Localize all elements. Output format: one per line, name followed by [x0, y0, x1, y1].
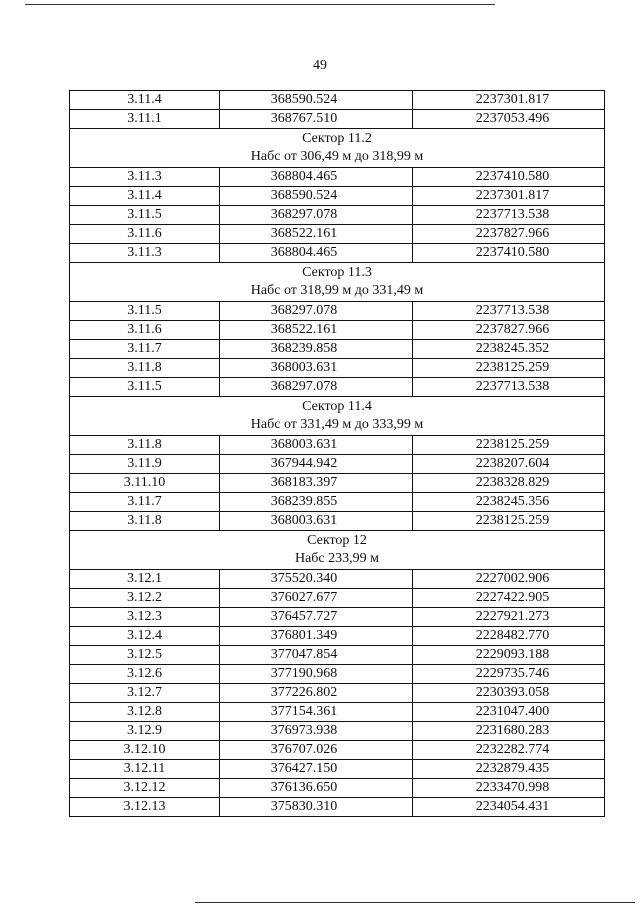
table-row: [70, 703, 605, 722]
x-coordinate-cell: 368804.465: [220, 244, 413, 263]
y-coordinate-cell: 2237301.817: [413, 187, 605, 206]
y-coordinate-cell: 2229093.188: [413, 646, 605, 665]
y-coordinate-cell: 2238245.352: [413, 340, 605, 359]
table-row: [70, 665, 605, 684]
x-coordinate-cell: 368239.858: [220, 340, 413, 359]
table-row: [70, 493, 605, 512]
coordinates-table: [69, 90, 605, 817]
y-coordinate-cell: 2237301.817: [413, 91, 605, 110]
table-row: [70, 684, 605, 703]
y-coordinate-cell: 2238125.259: [413, 359, 605, 378]
table-row: [70, 359, 605, 378]
y-coordinate-cell: 2227002.906: [413, 570, 605, 589]
point-id-cell: 3.12.2: [70, 589, 220, 608]
table-row: [70, 760, 605, 779]
y-coordinate-cell: 2237053.496: [413, 110, 605, 129]
sector-header-row: [70, 531, 605, 570]
table-row: [70, 206, 605, 225]
point-id-cell: 3.11.4: [70, 187, 220, 206]
y-coordinate-cell: 2231680.283: [413, 722, 605, 741]
point-id-cell: 3.12.6: [70, 665, 220, 684]
x-coordinate-cell: 368003.631: [220, 359, 413, 378]
table-row: [70, 168, 605, 187]
x-coordinate-cell: 368297.078: [220, 206, 413, 225]
x-coordinate-cell: 368297.078: [220, 302, 413, 321]
table-row: [70, 779, 605, 798]
point-id-cell: 3.12.9: [70, 722, 220, 741]
x-coordinate-cell: 368590.524: [220, 91, 413, 110]
x-coordinate-cell: 377047.854: [220, 646, 413, 665]
x-coordinate-cell: 376027.677: [220, 589, 413, 608]
sector-title: Сектор 11.2: [302, 131, 372, 146]
y-coordinate-cell: 2238245.356: [413, 493, 605, 512]
table-row: [70, 455, 605, 474]
point-id-cell: 3.11.3: [70, 168, 220, 187]
table-row: [70, 474, 605, 493]
y-coordinate-cell: 2233470.998: [413, 779, 605, 798]
y-coordinate-cell: 2232282.774: [413, 741, 605, 760]
point-id-cell: 3.12.13: [70, 798, 220, 817]
x-coordinate-cell: 375520.340: [220, 570, 413, 589]
point-id-cell: 3.12.4: [70, 627, 220, 646]
table-row: [70, 244, 605, 263]
x-coordinate-cell: 368804.465: [220, 168, 413, 187]
sector-height-range: Набс 233,99 м: [294, 551, 380, 566]
y-coordinate-cell: 2238125.259: [413, 436, 605, 455]
page-number: 49: [313, 58, 327, 73]
sector-title: Сектор 11.3: [302, 265, 372, 280]
y-coordinate-cell: 2237713.538: [413, 206, 605, 225]
point-id-cell: 3.12.1: [70, 570, 220, 589]
point-id-cell: 3.11.5: [70, 206, 220, 225]
y-coordinate-cell: 2234054.431: [413, 798, 605, 817]
y-coordinate-cell: 2237827.966: [413, 225, 605, 244]
y-coordinate-cell: 2237410.580: [413, 244, 605, 263]
point-id-cell: 3.12.5: [70, 646, 220, 665]
x-coordinate-cell: 368003.631: [220, 436, 413, 455]
table-row: [70, 91, 605, 110]
table-row: [70, 225, 605, 244]
table-row: [70, 436, 605, 455]
point-id-cell: 3.12.7: [70, 684, 220, 703]
scan-edge-top: [25, 4, 495, 5]
y-coordinate-cell: 2227921.273: [413, 608, 605, 627]
y-coordinate-cell: 2237410.580: [413, 168, 605, 187]
coordinates-table-body: [70, 91, 605, 817]
table-row: [70, 722, 605, 741]
point-id-cell: 3.11.6: [70, 225, 220, 244]
point-id-cell: 3.11.3: [70, 244, 220, 263]
x-coordinate-cell: 368297.078: [220, 378, 413, 397]
x-coordinate-cell: 376427.150: [220, 760, 413, 779]
x-coordinate-cell: 367944.942: [220, 455, 413, 474]
y-coordinate-cell: 2227422.905: [413, 589, 605, 608]
point-id-cell: 3.11.5: [70, 378, 220, 397]
x-coordinate-cell: 376973.938: [220, 722, 413, 741]
sector-height-range: Набс от 331,49 м до 333,99 м: [250, 417, 424, 432]
point-id-cell: 3.12.3: [70, 608, 220, 627]
point-id-cell: 3.11.5: [70, 302, 220, 321]
point-id-cell: 3.11.8: [70, 436, 220, 455]
y-coordinate-cell: 2237713.538: [413, 378, 605, 397]
x-coordinate-cell: 368522.161: [220, 321, 413, 340]
point-id-cell: 3.11.8: [70, 512, 220, 531]
y-coordinate-cell: 2237827.966: [413, 321, 605, 340]
point-id-cell: 3.11.10: [70, 474, 220, 493]
sector-header-cell: [70, 129, 605, 168]
y-coordinate-cell: 2232879.435: [413, 760, 605, 779]
x-coordinate-cell: 368522.161: [220, 225, 413, 244]
x-coordinate-cell: 376707.026: [220, 741, 413, 760]
sector-header-row: [70, 397, 605, 436]
x-coordinate-cell: 376457.727: [220, 608, 413, 627]
table-row: [70, 570, 605, 589]
point-id-cell: 3.11.7: [70, 493, 220, 512]
table-row: [70, 321, 605, 340]
table-row: [70, 798, 605, 817]
table-row: [70, 110, 605, 129]
table-row: [70, 627, 605, 646]
y-coordinate-cell: 2238207.604: [413, 455, 605, 474]
sector-header-cell: [70, 263, 605, 302]
point-id-cell: 3.12.10: [70, 741, 220, 760]
table-row: [70, 741, 605, 760]
sector-header-row: [70, 129, 605, 168]
y-coordinate-cell: 2230393.058: [413, 684, 605, 703]
x-coordinate-cell: 376801.349: [220, 627, 413, 646]
point-id-cell: 3.11.9: [70, 455, 220, 474]
x-coordinate-cell: 377154.361: [220, 703, 413, 722]
x-coordinate-cell: 375830.310: [220, 798, 413, 817]
point-id-cell: 3.11.1: [70, 110, 220, 129]
point-id-cell: 3.11.6: [70, 321, 220, 340]
sector-header-row: [70, 263, 605, 302]
point-id-cell: 3.11.4: [70, 91, 220, 110]
point-id-cell: 3.11.7: [70, 340, 220, 359]
sector-height-range: Набс от 306,49 м до 318,99 м: [250, 149, 424, 164]
sector-header-cell: [70, 397, 605, 436]
sector-height-range: Набс от 318,99 м до 331,49 м: [250, 283, 424, 298]
table-row: [70, 646, 605, 665]
table-row: [70, 589, 605, 608]
y-coordinate-cell: 2238328.829: [413, 474, 605, 493]
x-coordinate-cell: 368183.397: [220, 474, 413, 493]
table-row: [70, 187, 605, 206]
sector-title: Сектор 12: [307, 533, 367, 548]
x-coordinate-cell: 368003.631: [220, 512, 413, 531]
x-coordinate-cell: 368239.855: [220, 493, 413, 512]
x-coordinate-cell: 368590.524: [220, 187, 413, 206]
table-row: [70, 608, 605, 627]
table-row: [70, 378, 605, 397]
point-id-cell: 3.11.8: [70, 359, 220, 378]
point-id-cell: 3.12.12: [70, 779, 220, 798]
table-row: [70, 340, 605, 359]
table-row: [70, 302, 605, 321]
scan-edge-bottom: [195, 902, 635, 903]
x-coordinate-cell: 377226.802: [220, 684, 413, 703]
sector-title: Сектор 11.4: [302, 399, 372, 414]
x-coordinate-cell: 368767.510: [220, 110, 413, 129]
y-coordinate-cell: 2228482.770: [413, 627, 605, 646]
y-coordinate-cell: 2231047.400: [413, 703, 605, 722]
sector-header-cell: [70, 531, 605, 570]
y-coordinate-cell: 2238125.259: [413, 512, 605, 531]
table-row: [70, 512, 605, 531]
point-id-cell: 3.12.8: [70, 703, 220, 722]
x-coordinate-cell: 376136.650: [220, 779, 413, 798]
y-coordinate-cell: 2229735.746: [413, 665, 605, 684]
x-coordinate-cell: 377190.968: [220, 665, 413, 684]
y-coordinate-cell: 2237713.538: [413, 302, 605, 321]
point-id-cell: 3.12.11: [70, 760, 220, 779]
